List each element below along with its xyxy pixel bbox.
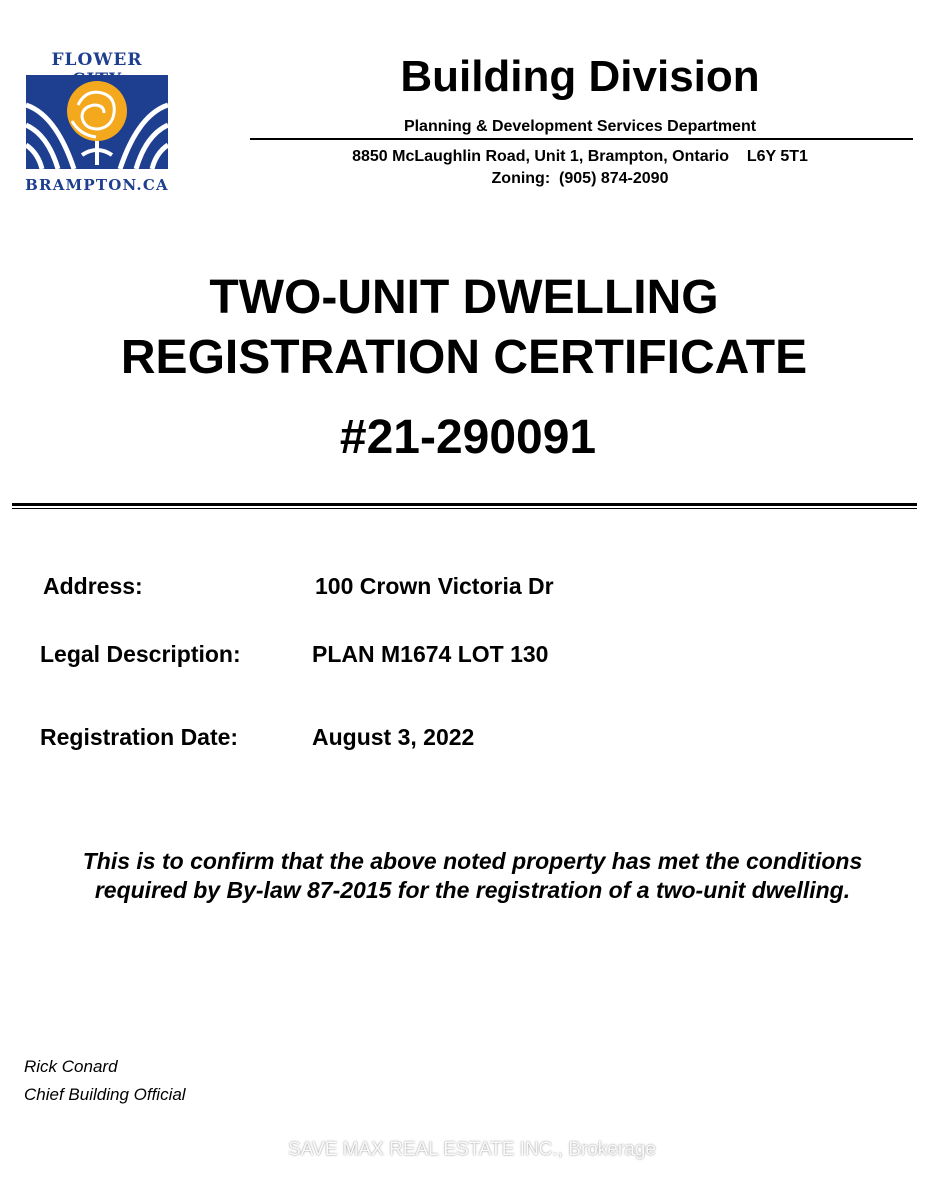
legal-description-label: Legal Description: [40,641,241,667]
legal-description-value: PLAN M1674 LOT 130 [312,641,549,667]
registration-date-label: Registration Date: [40,724,239,750]
header-divider [250,138,913,140]
signatory-name: Rick Conard [24,1057,118,1076]
department-name: Planning & Development Services Department [403,118,757,135]
certificate-number: #21-290091 [339,411,597,464]
address-label: Address: [43,573,143,599]
logo-top-text: FLOWER [51,50,143,70]
address-value: 100 Crown Victoria Dr [315,573,554,599]
flower-city-logo-icon [26,75,168,169]
logo-bottom-text: BRAMPTON.CA [25,176,169,194]
brokerage-watermark: SAVE MAX REAL ESTATE INC., Brokerage [288,1139,656,1160]
title-divider [12,503,917,506]
statement-line1: This is to confirm that the above noted property has met the conditions [82,848,863,874]
zoning-phone: Zoning: (905) 874-2090 [491,170,669,187]
statement-line2: required by By-law 87-2015 for the registration of a two-unit dwelling. [94,877,851,903]
division-title: Building Division [400,52,760,101]
office-address: 8850 McLaughlin Road, Unit 1, Brampton, Ontario L6Y 5T1 [352,148,808,165]
certificate-title-line2: REGISTRATION CERTIFICATE [120,331,808,384]
title-divider-thin [12,508,917,509]
certificate-title-line1: TWO-UNIT DWELLING [209,271,719,324]
signatory-title: Chief Building Official [24,1085,186,1104]
confirmation-statement [20,847,925,905]
registration-date-value: August 3, 2022 [312,724,475,750]
